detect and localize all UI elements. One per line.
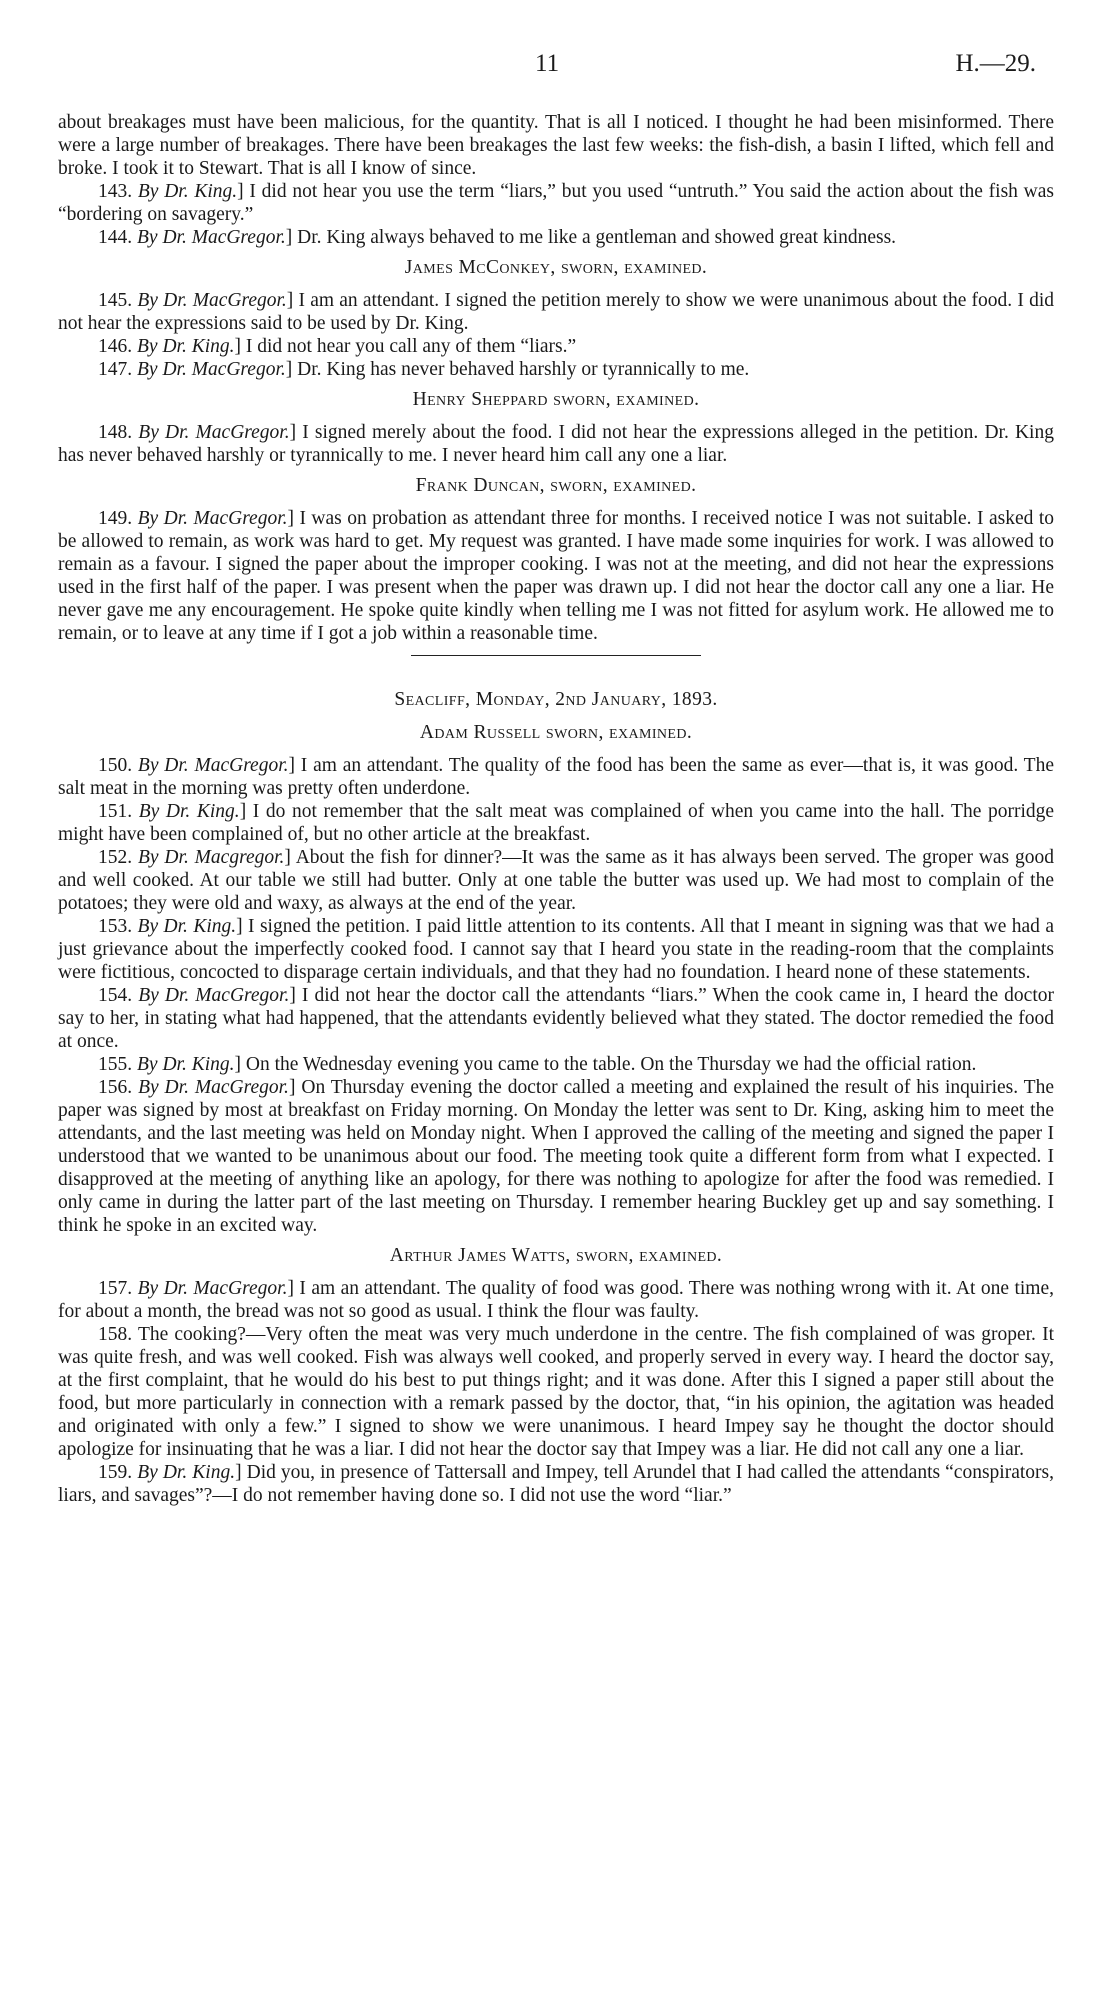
document-body: [58, 111, 1054, 1507]
question-145: 145. By Dr. MacGregor.] I am an attendant. I signed the petition merely to show we were unanimous about the food. I did not hear the expressions said to be used by Dr. King.: [58, 290, 1055, 334]
witness-heading-sheppard: Henry Sheppard sworn, examined.: [412, 389, 700, 410]
session-heading: Seacliff, Monday, 2nd January, 1893.: [394, 689, 718, 710]
question-157: 157. By Dr. MacGregor.] I am an attendant. The quality of food was good. There was nothing wrong with it. At one time, for about a month, the bread was not so good as usual. I think the flour was faulty.: [58, 1278, 1055, 1322]
question-147: 147. By Dr. MacGregor.] Dr. King has never behaved harshly or tyrannically to me.: [98, 359, 750, 380]
question-158: 158. The cooking?—Very often the meat was very much underdone in the centre. The fish complained of was groper. It was quite fresh, and was well cooked. Fish was always well cooked, and properly served in every way. I heard the doctor say, at the first complaint, that he would do his best to put things right; and it was done. After this I signed a paper still about the food, but more particularly in connection with a remark passed by the doctor, that, “in his opinion, the agitation was headed and originated with only a few.” I signed to show we were unanimous. I heard Impey say he thought the doctor should apologize for insinuating that he was a liar. I did not hear the doctor say that Impey was a liar. He did not call any one a liar.: [58, 1324, 1054, 1460]
question-155: 155. By Dr. King.] On the Wednesday evening you came to the table. On the Thursday we had the official ration.: [98, 1054, 977, 1075]
question-153: 153. By Dr. King.] I signed the petition. I paid little attention to its contents. All that I meant in signing was that we had a just grievance about the imperfectly cooked food. I cannot say that I heard you state in the reading-room that the complaints were fictitious, concocted to disparage certain individuals, and that they had no foundation. I heard none of these statements.: [58, 916, 1054, 983]
question-146: 146. By Dr. King.] I did not hear you call any of them “liars.”: [98, 336, 577, 357]
continuation-paragraph: about breakages must have been malicious, for the quantity. That is all I noticed. I thought he had been misinformed. There were a large number of breakages. There have been breakages the last few weeks: the fish-dish, a basin I lifted, which fell and broke. I took it to Stewart. That is all I know of since.: [58, 112, 1054, 179]
witness-heading-watts: Arthur James Watts, sworn, examined.: [389, 1245, 723, 1266]
question-149: 149. By Dr. MacGregor.] I was on probation as attendant three for months. I received notice I was not suitable. I asked to be allowed to remain, as work was hard to get. My request was granted. I have made some inquiries for work. I was allowed to remain as a favour. I signed the paper about the improper cooking. I was not at the meeting, and did not hear the expressions used in the first half of the paper. I was present when the paper was drawn up. I did not hear the doctor call any one a liar. He never gave me any encouragement. He spoke quite kindly when telling me I was not fitted for asylum work. He allowed me to remain, or to leave at any time if I got a job within a reasonable time.: [58, 508, 1054, 644]
page-number: 11: [535, 50, 560, 77]
question-159: 159. By Dr. King.] Did you, in presence of Tattersall and Impey, tell Arundel that I had called the attendants “conspirators, liars, and savages”?—I do not remember having done so. I did not use the word “liar.”: [58, 1462, 1054, 1506]
witness-heading-duncan: Frank Duncan, sworn, examined.: [415, 475, 697, 496]
section-divider: [411, 655, 701, 656]
page-header: [0, 52, 1114, 82]
question-148: 148. By Dr. MacGregor.] I signed merely about the food. I did not hear the expressions alleged in the petition. Dr. King has never behaved harshly or tyrannically to me. I never heard him call any one a liar.: [58, 422, 1054, 466]
question-150: 150. By Dr. MacGregor.] I am an attendant. The quality of the food has been the same as ever—that is, it was good. The salt meat in the morning was pretty often underdone.: [58, 755, 1054, 799]
witness-heading-mcconkey: James McConkey, sworn, examined.: [404, 257, 708, 278]
question-151: 151. By Dr. King.] I do not remember that the salt meat was complained of when you came into the hall. The porridge might have been complained of, but no other article at the breakfast.: [58, 801, 1055, 845]
question-154: 154. By Dr. MacGregor.] I did not hear the doctor call the attendants “liars.” When the cook came in, I heard the doctor say to her, in stating what had happened, that the attendants evidently believed what they stated. The doctor remedied the food at once.: [58, 985, 1054, 1052]
document-reference: H.—29.: [955, 50, 1036, 77]
question-152: 152. By Dr. Macgregor.] About the fish for dinner?—It was the same as it has always been served. The groper was good and well cooked. At our table we still had butter. Only at one table the butter was used up. We had most to complain of the potatoes; they were old and waxy, as always at the end of the year.: [58, 847, 1055, 914]
question-144: 144. By Dr. MacGregor.] Dr. King always behaved to me like a gentleman and showed great kindness.: [98, 227, 897, 248]
question-156: 156. By Dr. MacGregor.] On Thursday evening the doctor called a meeting and explained the result of his inquiries. The paper was signed by most at breakfast on Friday morning. On Monday the letter was sent to Dr. King, asking him to meet the attendants, and the last meeting was held on Monday night. When I approved the calling of the meeting and signed the paper I understood that we wanted to be unanimous about our food. The meeting took quite a different form from what I expected. I disapproved at the meeting of anything like an apology, for there was nothing to apologize for after the food was remedied. I only came in during the latter part of the last meeting on Thursday. I remember hearing Buckley get up and say something. I think he spoke in an excited way.: [58, 1077, 1054, 1236]
witness-heading-russell: Adam Russell sworn, examined.: [419, 722, 693, 743]
question-143: 143. By Dr. King.] I did not hear you use the term “liars,” but you used “untruth.” You said the action about the fish was “bordering on savagery.”: [58, 181, 1055, 225]
